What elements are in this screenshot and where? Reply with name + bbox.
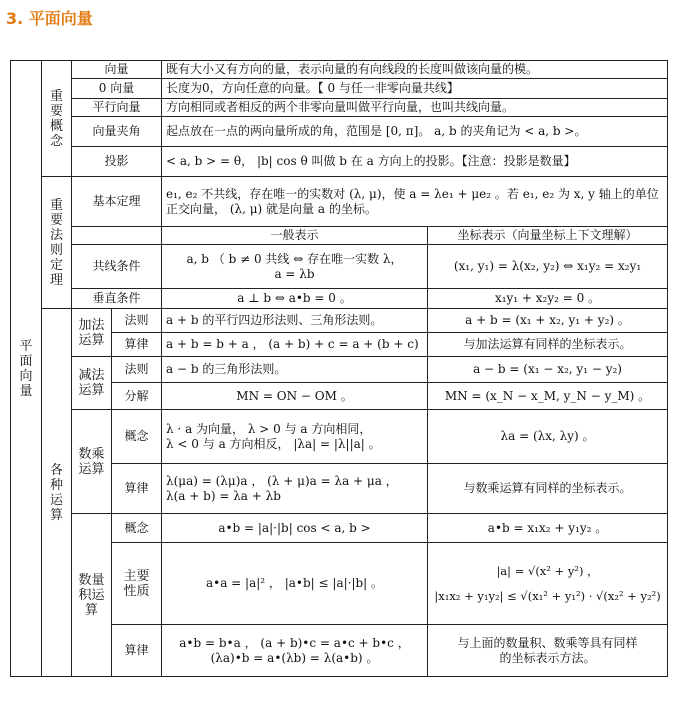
sub-dec-general: MN = ON − OM 。 — [162, 383, 428, 410]
table-row — [11, 99, 668, 117]
table-row — [11, 410, 668, 464]
collinear-coord: (x₁, y₁) = λ(x₂, y₂) ⇔ x₁y₂ = x₂y₁ — [428, 245, 668, 289]
header-general: 一般表示 — [162, 227, 428, 245]
table-row — [11, 357, 668, 383]
concept-desc: 既有大小又有方向的量，表示向量的有向线段的长度叫做该向量的模。 — [162, 61, 668, 79]
sub-rule-label: 法则 — [112, 357, 162, 383]
dot-law-line2: (λa)•b = a•(λb) = λ(a•b) 。 — [210, 650, 379, 665]
collinear-general-line2: a = λb — [274, 266, 315, 281]
header-coord: 坐标表示（向量坐标上下文理解） — [428, 227, 668, 245]
concept-name: 向量 — [72, 61, 162, 79]
dot-law-label: 算律 — [112, 625, 162, 677]
table-row — [11, 117, 668, 147]
table-row — [11, 147, 668, 177]
dot-law-line1: a•b = b•a ， (a + b)•c = a•c + b•c ， — [179, 635, 410, 650]
perpendicular-general: a ⊥ b ⇔ a•b = 0 。 — [162, 289, 428, 309]
sub-dec-label: 分解 — [112, 383, 162, 410]
sub-label: 减法 运算 — [72, 357, 112, 410]
table-row — [11, 177, 668, 227]
dot-concept-coord: a•b = x₁x₂ + y₁y₂ 。 — [428, 514, 668, 543]
scalar-law-line1: λ(μa) = (λμ)a ， (λ + μ)a = λa + μa ， — [166, 473, 398, 488]
dot-prop-label: 主要 性质 — [112, 543, 162, 625]
add-rule-general: a + b 的平行四边形法则、三角形法则。 — [162, 309, 428, 333]
dot-law-coord-line2: 的坐标表示方法。 — [499, 650, 596, 665]
dot-law-general — [162, 625, 428, 677]
table-row — [11, 79, 668, 99]
add-law-coord: 与加法运算有同样的坐标表示。 — [428, 333, 668, 357]
table-row — [11, 514, 668, 543]
concept-desc: < a, b > = θ， |b| cos θ 叫做 b 在 a 方向上的投影。【注意：投影是数量】 — [162, 147, 668, 177]
collinear-general — [162, 245, 428, 289]
table-row — [11, 309, 668, 333]
operations-group-label: 各 种 运 算 — [42, 309, 72, 677]
perpendicular-label: 垂直条件 — [72, 289, 162, 309]
dot-law-coord-line1: 与上面的数量积、数乘等具有同样 — [457, 635, 638, 650]
scalar-concept-line1: λ · a 为向量， λ > 0 与 a 方向相同， — [166, 421, 372, 436]
concept-name: 向量夹角 — [72, 117, 162, 147]
sub-rule-general: a − b 的三角形法则。 — [162, 357, 428, 383]
vector-summary-table — [10, 60, 668, 677]
dot-prop-coord — [428, 543, 668, 625]
add-rule-coord: a + b = (x₁ + x₂, y₁ + y₂) 。 — [428, 309, 668, 333]
concept-name: 0 向量 — [72, 79, 162, 99]
sub-rule-coord: a − b = (x₁ − x₂, y₁ − y₂) — [428, 357, 668, 383]
dot-prop-coord-line1: |a| = √(x² + y²) ， — [496, 563, 599, 578]
theorems-group-label: 重 要 法 则 定 理 — [42, 177, 72, 309]
scalar-law-general — [162, 464, 428, 514]
scalar-concept-label: 概念 — [112, 410, 162, 464]
scalar-concept-line2: λ < 0 与 a 方向相反， |λa| = |λ||a| 。 — [166, 436, 381, 451]
concept-desc: 起点放在一点的两向量所成的角，范围是 [0, π]。 a, b 的夹角记为 < a, b >。 — [162, 117, 668, 147]
scalar-concept-coord: λa = (λx, λy) 。 — [428, 410, 668, 464]
dot-concept-general: a•b = |a|·|b| cos < a, b > — [162, 514, 428, 543]
scalar-law-coord: 与数乘运算有同样的坐标表示。 — [428, 464, 668, 514]
scalar-label: 数乘 运算 — [72, 410, 112, 514]
collinear-general-line1: a, b （ b ≠ 0 共线 ⇔ 存在唯一实数 λ， — [186, 251, 403, 266]
dot-label: 数量 积运 算 — [72, 514, 112, 677]
concept-name: 投影 — [72, 147, 162, 177]
dot-concept-label: 概念 — [112, 514, 162, 543]
concept-desc: 长度为0，方向任意的向量。【 0 与任一非零向量共线】 — [162, 79, 668, 99]
concept-desc: 方向相同或者相反的两个非零向量叫做平行向量，也叫共线向量。 — [162, 99, 668, 117]
add-label: 加法 运算 — [72, 309, 112, 357]
dot-law-coord — [428, 625, 668, 677]
dot-prop-general: a•a = |a|² ， |a•b| ≤ |a|·|b| 。 — [162, 543, 428, 625]
concepts-group-label: 重 要 概 念 — [42, 61, 72, 177]
add-rule-label: 法则 — [112, 309, 162, 333]
scalar-law-line2: λ(a + b) = λa + λb — [166, 488, 281, 503]
root-label: 平 面 向 量 — [11, 61, 42, 677]
theorem-desc: e₁, e₂ 不共线，存在唯一的实数对 (λ, μ)，使 a = λe₁ + μe₂ 。若 e₁, e₂ 为 x, y 轴上的单位正交向量， (λ, μ) 就是向量 a 的坐标。 — [162, 177, 668, 227]
scalar-concept-general — [162, 410, 428, 464]
table-row — [11, 245, 668, 289]
sub-dec-coord: MN = (x_N − x_M, y_N − y_M) 。 — [428, 383, 668, 410]
table-row — [11, 61, 668, 79]
dot-prop-coord-line2: |x₁x₂ + y₁y₂| ≤ √(x₁² + y₁²) · √(x₂² + y₂²) — [434, 588, 661, 603]
table-row — [11, 289, 668, 309]
scalar-law-label: 算律 — [112, 464, 162, 514]
add-law-label: 算律 — [112, 333, 162, 357]
add-law-general: a + b = b + a ， (a + b) + c = a + (b + c) — [162, 333, 428, 357]
theorem-name: 基本定理 — [72, 177, 162, 227]
concept-name: 平行向量 — [72, 99, 162, 117]
perpendicular-coord: x₁y₁ + x₂y₂ = 0 。 — [428, 289, 668, 309]
table-row — [11, 227, 668, 245]
header-spacer — [72, 227, 162, 245]
collinear-label: 共线条件 — [72, 245, 162, 289]
section-title: 3. 平面向量 — [6, 9, 93, 28]
